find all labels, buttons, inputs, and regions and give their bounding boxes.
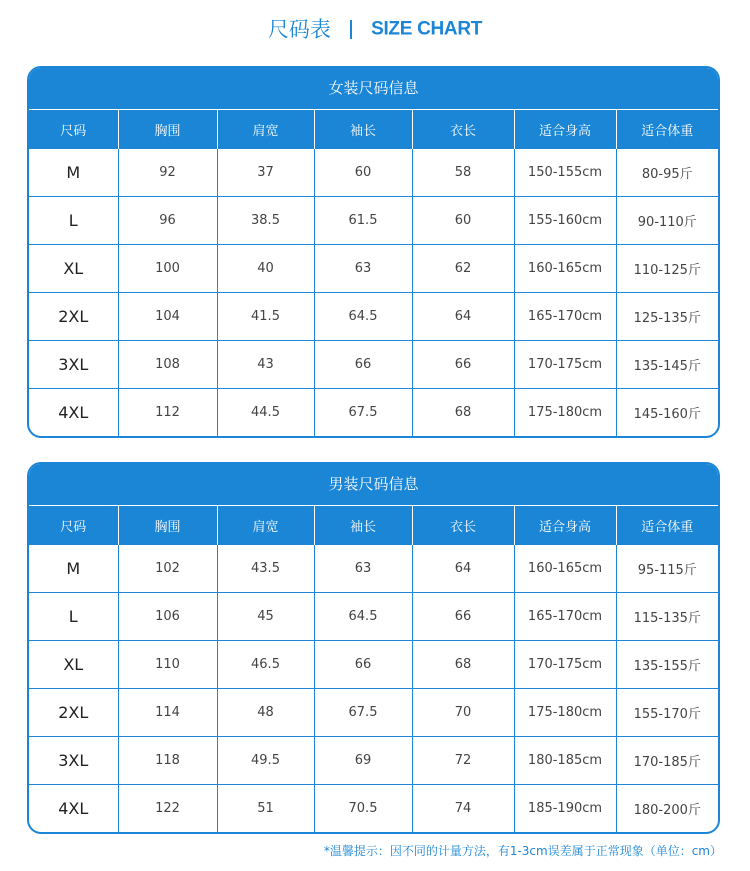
table-row — [29, 341, 718, 389]
weight-cell: 135-155斤 — [616, 641, 718, 689]
title-divider — [350, 20, 352, 39]
height-cell: 170-175cm — [514, 341, 616, 389]
sleeve-cell: 63 — [314, 245, 412, 293]
height-cell: 165-170cm — [514, 293, 616, 341]
table-row — [29, 293, 718, 341]
sleeve-cell: 67.5 — [314, 389, 412, 437]
men-panel-heading: 男装尺码信息 — [29, 464, 718, 505]
weight-cell: 135-145斤 — [616, 341, 718, 389]
column-header-size: 尺码 — [29, 110, 118, 149]
measurement-note: *温馨提示：因不同的计量方法，有1-3cm误差属于正常现象（单位：cm） — [323, 844, 722, 858]
weight-cell: 145-160斤 — [616, 389, 718, 437]
height-cell: 160-165cm — [514, 245, 616, 293]
sleeve-cell: 61.5 — [314, 197, 412, 245]
height-cell: 175-180cm — [514, 689, 616, 737]
height-cell: 165-170cm — [514, 593, 616, 641]
weight-cell: 90-110斤 — [616, 197, 718, 245]
shoulder-cell: 37 — [217, 149, 314, 197]
chest-cell: 106 — [118, 593, 217, 641]
column-header-weight: 适合体重 — [616, 110, 718, 149]
size-cell: 3XL — [29, 341, 118, 389]
height-cell: 175-180cm — [514, 389, 616, 437]
sleeve-cell: 67.5 — [314, 689, 412, 737]
length-cell: 72 — [412, 737, 514, 785]
column-header-size: 尺码 — [29, 506, 118, 545]
column-header-sleeve: 袖长 — [314, 110, 412, 149]
column-header-chest: 胸围 — [118, 506, 217, 545]
height-cell: 150-155cm — [514, 149, 616, 197]
length-cell: 66 — [412, 593, 514, 641]
chest-cell: 118 — [118, 737, 217, 785]
length-cell: 64 — [412, 293, 514, 341]
size-cell: XL — [29, 641, 118, 689]
table-row — [29, 593, 718, 641]
table-header-row — [29, 110, 718, 149]
length-cell: 70 — [412, 689, 514, 737]
length-cell: 68 — [412, 389, 514, 437]
sleeve-cell: 70.5 — [314, 785, 412, 833]
chest-cell: 104 — [118, 293, 217, 341]
weight-cell: 155-170斤 — [616, 689, 718, 737]
sleeve-cell: 66 — [314, 341, 412, 389]
height-cell: 185-190cm — [514, 785, 616, 833]
shoulder-cell: 51 — [217, 785, 314, 833]
column-header-height: 适合身高 — [514, 506, 616, 545]
shoulder-cell: 38.5 — [217, 197, 314, 245]
height-cell: 170-175cm — [514, 641, 616, 689]
chest-cell: 108 — [118, 341, 217, 389]
sleeve-cell: 60 — [314, 149, 412, 197]
size-cell: 3XL — [29, 737, 118, 785]
size-cell: M — [29, 545, 118, 593]
size-cell: L — [29, 197, 118, 245]
shoulder-cell: 48 — [217, 689, 314, 737]
height-cell: 180-185cm — [514, 737, 616, 785]
size-cell: 2XL — [29, 689, 118, 737]
chest-cell: 114 — [118, 689, 217, 737]
shoulder-cell: 43 — [217, 341, 314, 389]
size-cell: 2XL — [29, 293, 118, 341]
chest-cell: 96 — [118, 197, 217, 245]
table-row — [29, 785, 718, 833]
women-panel-heading: 女装尺码信息 — [29, 68, 718, 109]
table-row — [29, 197, 718, 245]
weight-cell: 95-115斤 — [616, 545, 718, 593]
shoulder-cell: 41.5 — [217, 293, 314, 341]
height-cell: 160-165cm — [514, 545, 616, 593]
size-cell: 4XL — [29, 389, 118, 437]
page-title — [0, 12, 750, 46]
sleeve-cell: 64.5 — [314, 593, 412, 641]
weight-cell: 80-95斤 — [616, 149, 718, 197]
size-cell: L — [29, 593, 118, 641]
shoulder-cell: 44.5 — [217, 389, 314, 437]
weight-cell: 125-135斤 — [616, 293, 718, 341]
chest-cell: 112 — [118, 389, 217, 437]
length-cell: 66 — [412, 341, 514, 389]
weight-cell: 170-185斤 — [616, 737, 718, 785]
length-cell: 62 — [412, 245, 514, 293]
weight-cell: 115-135斤 — [616, 593, 718, 641]
height-cell: 155-160cm — [514, 197, 616, 245]
table-row — [29, 245, 718, 293]
column-header-chest: 胸围 — [118, 110, 217, 149]
men-size-table — [29, 505, 718, 832]
column-header-height: 适合身高 — [514, 110, 616, 149]
column-header-length: 衣长 — [412, 110, 514, 149]
table-row — [29, 737, 718, 785]
sleeve-cell: 69 — [314, 737, 412, 785]
weight-cell: 110-125斤 — [616, 245, 718, 293]
title-english: SIZE CHART — [371, 18, 483, 40]
men-size-panel — [27, 462, 720, 834]
length-cell: 74 — [412, 785, 514, 833]
table-row — [29, 389, 718, 437]
table-header-row — [29, 506, 718, 545]
length-cell: 68 — [412, 641, 514, 689]
size-cell: XL — [29, 245, 118, 293]
column-header-length: 衣长 — [412, 506, 514, 545]
sleeve-cell: 66 — [314, 641, 412, 689]
title-chinese: 尺码表 — [267, 17, 331, 42]
length-cell: 60 — [412, 197, 514, 245]
table-row — [29, 545, 718, 593]
sleeve-cell: 64.5 — [314, 293, 412, 341]
chest-cell: 110 — [118, 641, 217, 689]
length-cell: 64 — [412, 545, 514, 593]
women-size-panel — [27, 66, 720, 438]
chest-cell: 102 — [118, 545, 217, 593]
column-header-weight: 适合体重 — [616, 506, 718, 545]
table-row — [29, 641, 718, 689]
shoulder-cell: 46.5 — [217, 641, 314, 689]
chest-cell: 92 — [118, 149, 217, 197]
length-cell: 58 — [412, 149, 514, 197]
women-size-table — [29, 109, 718, 436]
size-cell: 4XL — [29, 785, 118, 833]
size-cell: M — [29, 149, 118, 197]
column-header-shoulder: 肩宽 — [217, 110, 314, 149]
shoulder-cell: 45 — [217, 593, 314, 641]
shoulder-cell: 49.5 — [217, 737, 314, 785]
shoulder-cell: 43.5 — [217, 545, 314, 593]
table-row — [29, 689, 718, 737]
table-row — [29, 149, 718, 197]
shoulder-cell: 40 — [217, 245, 314, 293]
column-header-sleeve: 袖长 — [314, 506, 412, 545]
column-header-shoulder: 肩宽 — [217, 506, 314, 545]
chest-cell: 122 — [118, 785, 217, 833]
chest-cell: 100 — [118, 245, 217, 293]
sleeve-cell: 63 — [314, 545, 412, 593]
weight-cell: 180-200斤 — [616, 785, 718, 833]
